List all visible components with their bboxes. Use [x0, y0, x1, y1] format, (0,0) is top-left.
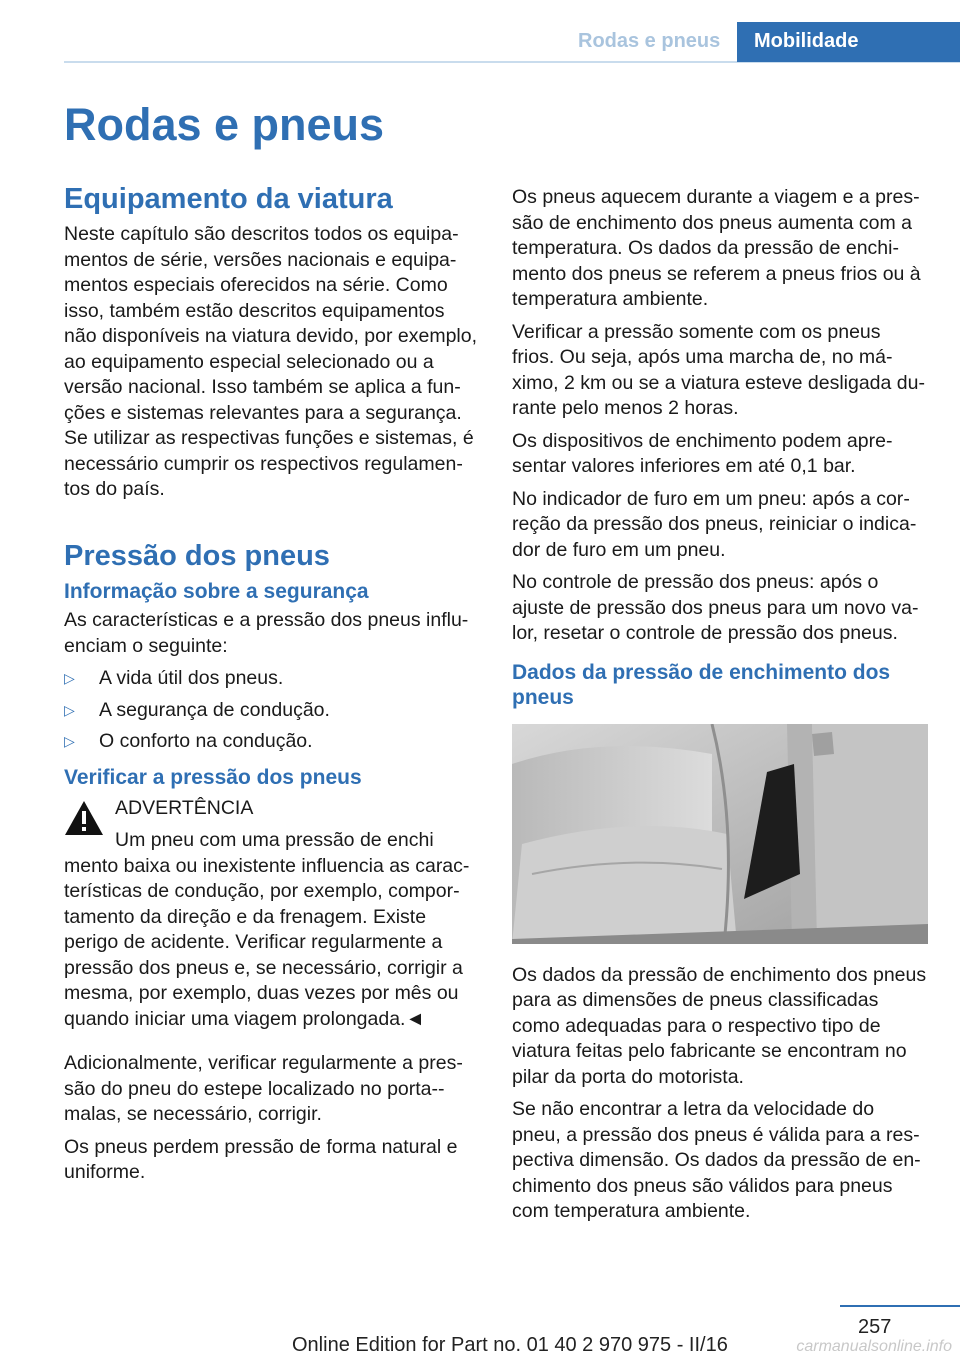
page-title: Rodas e pneus — [64, 99, 385, 150]
warning-triangle-icon — [64, 800, 104, 836]
pressure-control-text: No controle de pressão dos pneus: após o ajuste de pressão dos pneus para um novo valor, resetar o controle de pressão dos pneus. — [512, 571, 919, 644]
edition-footer: Online Edition for Part no. 01 40 2 970 975 - II/16 — [292, 1334, 728, 1356]
bullet-triangle-icon: ▷ — [64, 733, 75, 750]
door-pillar-photo — [512, 724, 928, 944]
list-item: ▷ A segurança de condução. — [64, 698, 480, 724]
page-number: 257 — [858, 1316, 892, 1338]
equipment-heading: Equipamento da viatura — [64, 183, 393, 215]
list-item: ▷ O conforto na condução. — [64, 729, 480, 755]
footer-rule — [840, 1305, 960, 1307]
pressure-loss-text: Os pneus perdem pressão de forma natural e uniforme. — [64, 1135, 458, 1184]
header-chapter-tab: Mobilidade — [737, 22, 960, 62]
warning-text-first: Um pneu com uma pressão de enchi — [115, 829, 434, 852]
bullet-triangle-icon: ▷ — [64, 701, 75, 718]
speed-letter-text: Se não encontrar a letra da velocidade do pneu, a pressão dos pneus é válida para a respectiva dimensão. Os dados da pressão de enchimento dos pneus são válidos para pneus com temperatura ambiente. — [512, 1098, 921, 1222]
spare-tire-text: Adicionalmente, verificar regularmente a pressão do pneu do estepe localizado no porta-malas, se necessário, corrigir. — [64, 1052, 463, 1126]
safety-intro: As características e a pressão dos pneus influenciam o seguinte: — [64, 609, 469, 657]
warning-label: ADVERTÊNCIA — [115, 796, 254, 819]
pressure-data-text: Os dados da pressão de enchimento dos pneus para as dimensões de pneus classificadas como adequadas para o respectivo tipo de viatura feitas pelo fabricante se encontram no pilar da porta do motorista. — [512, 963, 927, 1088]
watermark: carmanualsonline.info — [796, 1338, 952, 1355]
left-column — [64, 183, 480, 1193]
safety-heading: Informação sobre a segurança — [64, 580, 369, 604]
warning-text: mento baixa ou inexistente influencia as características de condução, por exemplo, comportamento da direção e da frenagem. Existe perigo de acidente. Verificar regularmente a pressão dos pneus e, se necessário, corrigir a mesma, por exemplo, duas vezes por mês ou quando iniciar uma viagem prolongada.◄ — [64, 854, 470, 1030]
right-column — [512, 185, 928, 1232]
pressure-heading: Pressão dos pneus — [64, 539, 330, 572]
equipment-text: Neste capítulo são descritos todos os equipamentos de série, versões nacionais e equipamentos especiais oferecidos na série. Como isso, também estão descritos equipamentos não disponíveis na viatura devido, por exemplo, ao equipamento especial selecionado ou a versão nacional. Isso também se aplica a funções e sistemas relevantes para a segurança. Se utilizar as respectivas funções e sistemas, é necessário cumprir os respectivos regulamentos do país. — [64, 223, 478, 501]
flat-indicator-text: No indicador de furo em um pneu: após a correção da pressão dos pneus, reiniciar o indicador de furo em um pneu. — [512, 487, 917, 561]
heat-text: Os pneus aquecem durante a viagem e a pressão de enchimento dos pneus aumenta com a temperatura. Os dados da pressão de enchimento dos pneus se referem a pneus frios ou à temperatura ambiente. — [512, 186, 921, 310]
check-pressure-heading: Verificar a pressão dos pneus — [64, 765, 362, 789]
header-section: Rodas e pneus — [578, 30, 721, 52]
safety-list — [64, 666, 480, 755]
warning-block — [64, 796, 480, 1033]
pressure-data-heading: Dados da pressão de enchimento dos pneus — [512, 660, 891, 709]
check-cold-text: Verificar a pressão somente com os pneus frios. Ou seja, após uma marcha de, no máximo, 2 km ou se a viatura esteve desligada durante pelo menos 2 horas. — [512, 320, 925, 419]
bullet-triangle-icon: ▷ — [64, 670, 75, 687]
list-item: ▷ A vida útil dos pneus. — [64, 666, 480, 692]
devices-text: Os dispositivos de enchimento podem apresentar valores inferiores em até 0,1 bar. — [512, 429, 893, 477]
